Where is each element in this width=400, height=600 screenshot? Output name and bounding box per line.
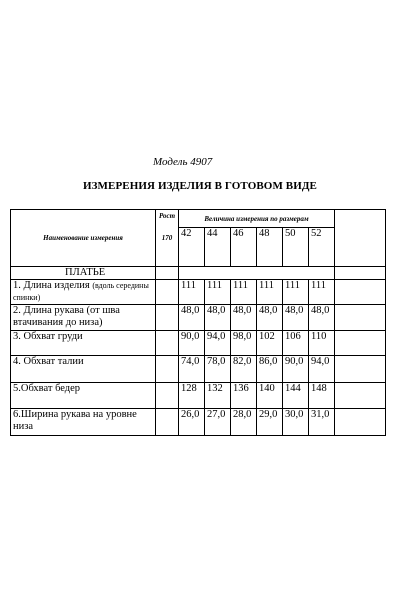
value-cell: 86,0 [257, 356, 283, 383]
value-cell: 106 [283, 331, 309, 356]
size-header-cell: 50 [283, 228, 309, 267]
empty-cell [335, 356, 386, 383]
value-cell: 132 [205, 383, 231, 409]
size-header-cell: 42 [179, 228, 205, 267]
value-cell: 29,0 [257, 409, 283, 436]
empty-cell [156, 280, 179, 305]
value-cell: 94,0 [205, 331, 231, 356]
value-cell: 148 [309, 383, 335, 409]
value-cell: 48,0 [257, 305, 283, 331]
measurement-name-cell [11, 409, 156, 436]
size-header-cell: 46 [231, 228, 257, 267]
size-header-cell: 52 [309, 228, 335, 267]
empty-cell [335, 280, 386, 305]
value-cell: 111 [309, 280, 335, 305]
value-cell: 48,0 [179, 305, 205, 331]
value-cell: 90,0 [283, 356, 309, 383]
measurement-name: 6.Ширина рукава на уровне низа [13, 409, 137, 432]
value-cell: 27,0 [205, 409, 231, 436]
measurement-row [11, 280, 386, 305]
value-cell: 28,0 [231, 409, 257, 436]
empty-cell [179, 267, 335, 280]
measurement-row [11, 409, 386, 436]
header-sizes: Величина измерения по размерам [179, 210, 335, 228]
value-cell: 128 [179, 383, 205, 409]
measurement-name: 3. Обхват груди [13, 331, 83, 342]
model-number: Модель 4907 [153, 156, 213, 168]
value-cell: 98,0 [231, 331, 257, 356]
value-cell: 78,0 [205, 356, 231, 383]
empty-cell [156, 356, 179, 383]
value-cell: 102 [257, 331, 283, 356]
value-cell: 48,0 [309, 305, 335, 331]
value-cell: 111 [283, 280, 309, 305]
measurement-name: 1. Длина изделия [13, 280, 90, 291]
measurements-table [10, 209, 386, 436]
size-header-cell: 44 [205, 228, 231, 267]
value-cell: 111 [205, 280, 231, 305]
measurement-name: 2. Длина рукава (от шва втачивания до низа) [13, 305, 120, 328]
empty-cell [335, 383, 386, 409]
section-row [11, 267, 386, 280]
document-title: ИЗМЕРЕНИЯ ИЗДЕЛИЯ В ГОТОВОМ ВИДЕ [83, 180, 317, 192]
value-cell: 48,0 [231, 305, 257, 331]
value-cell: 136 [231, 383, 257, 409]
value-cell: 111 [257, 280, 283, 305]
measurement-row [11, 383, 386, 409]
value-cell: 31,0 [309, 409, 335, 436]
header-height [156, 210, 179, 267]
measurement-name-cell [11, 305, 156, 331]
measurement-name: 4. Обхват талии [13, 356, 84, 367]
header-row [11, 210, 386, 228]
measurement-note: (вдоль середины спинки) [13, 281, 149, 302]
section-label: ПЛАТЬЕ [11, 267, 156, 280]
value-cell: 82,0 [231, 356, 257, 383]
empty-cell [156, 267, 179, 280]
empty-cell [335, 267, 386, 280]
empty-cell [156, 305, 179, 331]
header-height-value: 170 [161, 234, 173, 242]
value-cell: 26,0 [179, 409, 205, 436]
value-cell: 94,0 [309, 356, 335, 383]
measurement-name-cell [11, 331, 156, 356]
measurement-row [11, 356, 386, 383]
empty-cell [335, 305, 386, 331]
value-cell: 111 [231, 280, 257, 305]
empty-cell [156, 409, 179, 436]
measurement-row [11, 305, 386, 331]
value-cell: 140 [257, 383, 283, 409]
value-cell: 30,0 [283, 409, 309, 436]
extra-column-cell [335, 210, 386, 267]
measurement-row [11, 331, 386, 356]
header-height-label: Рост [158, 212, 176, 220]
value-cell: 48,0 [283, 305, 309, 331]
header-measurement-name: Наименование измерения [11, 210, 156, 267]
value-cell: 48,0 [205, 305, 231, 331]
empty-cell [156, 383, 179, 409]
measurement-name-cell [11, 356, 156, 383]
value-cell: 110 [309, 331, 335, 356]
measurement-name: 5.Обхват бедер [13, 383, 81, 394]
empty-cell [335, 331, 386, 356]
size-header-cell: 48 [257, 228, 283, 267]
value-cell: 90,0 [179, 331, 205, 356]
empty-cell [335, 409, 386, 436]
value-cell: 111 [179, 280, 205, 305]
empty-cell [156, 331, 179, 356]
measurement-name-cell [11, 383, 156, 409]
value-cell: 144 [283, 383, 309, 409]
value-cell: 74,0 [179, 356, 205, 383]
measurement-name-cell [11, 280, 156, 305]
